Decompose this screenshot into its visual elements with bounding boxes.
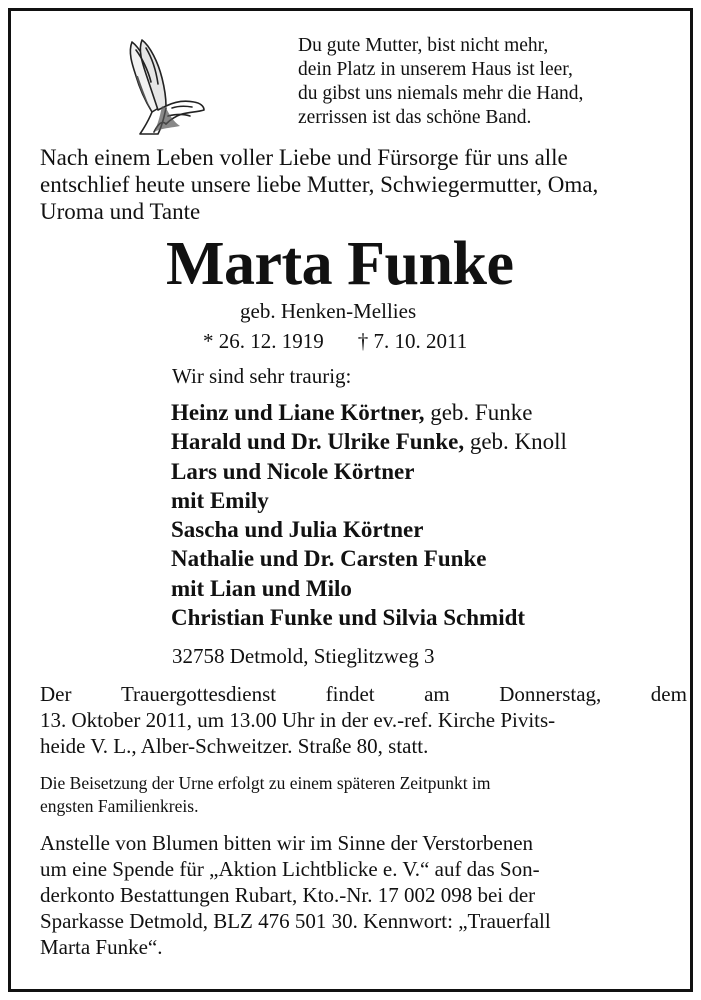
intro-line: Uroma und Tante [40,199,201,224]
intro-line: entschlief heute unsere liebe Mutter, Schwiegermutter, Oma, [40,172,599,197]
mourner-names: Heinz und Liane Körtner, [171,400,425,425]
birth-date: * 26. 12. 1919 [203,329,324,353]
mourner-line [171,574,567,603]
intro-text [40,144,680,225]
poem-line: Du gute Mutter, bist nicht mehr, [298,35,549,56]
donation-line: derkonto Bestattungen Rubart, Kto.-Nr. 17 002 098 bei der [40,883,536,907]
intro-line: Nach einem Leben voller Liebe und Fürsorge für uns alle [40,145,568,170]
service-word: Der [40,682,72,706]
mourner-suffix: geb. Knoll [464,429,567,455]
funeral-service-text [40,681,687,759]
mourner-line [171,544,567,573]
donation-line: um eine Spende für „Aktion Lichtblicke e. V.“ auf das Son- [40,857,540,881]
mourner-line [171,603,567,632]
donation-line: Sparkasse Detmold, BLZ 476 501 30. Kennwort: „Trauerfall [40,909,551,933]
poem-line: du gibst uns niemals mehr die Hand, [298,83,584,104]
service-word: dem [650,682,687,706]
service-line: heide V. L., Alber-Schweitzer. Straße 80, statt. [40,734,429,758]
mourner-names: Harald und Dr. Ulrike Funke, [171,429,465,455]
mourner-names: Sascha und Julia Körtner [171,517,424,543]
mourner-line [171,515,567,544]
mourner-names: Christian Funke und Silvia Schmidt [171,605,526,631]
mourning-intro: Wir sind sehr traurig: [172,364,352,388]
service-word: Donnerstag, [499,682,602,706]
mourner-suffix: geb. Funke [424,400,533,425]
family-address: 32758 Detmold, Stieglitzweg 3 [172,644,435,668]
service-line [40,681,687,707]
mourner-line [171,398,567,427]
praying-hands-icon [118,36,208,136]
mourner-names: mit Emily [171,487,269,513]
poem [298,34,583,130]
mourners-list [171,398,567,632]
mourner-line [171,486,567,515]
mourner-names: Lars und Nicole Körtner [171,458,415,484]
service-word: findet [325,682,375,706]
mourner-line [171,427,567,456]
mourner-names: Nathalie und Dr. Carsten Funke [171,546,487,572]
mourner-names: mit Lian und Milo [171,575,352,601]
service-word: Trauergottesdienst [120,682,277,706]
mourner-line [171,457,567,486]
donation-text [40,830,687,960]
poem-line: zerrissen ist das schöne Band. [298,107,532,128]
life-dates [203,328,467,354]
donation-line: Marta Funke“. [40,935,163,959]
service-line: 13. Oktober 2011, um 13.00 Uhr in der ev.-ref. Kirche Pivits- [40,708,556,732]
burial-text [40,772,490,818]
donation-line: Anstelle von Blumen bitten wir im Sinne der Verstorbenen [40,831,534,855]
service-word: am [424,682,450,706]
poem-line: dein Platz in unserem Haus ist leer, [298,59,573,80]
maiden-name: geb. Henken-Mellies [240,299,417,323]
burial-line: engsten Familienkreis. [40,796,199,816]
death-date: † 7. 10. 2011 [357,329,468,353]
burial-line: Die Beisetzung der Urne erfolgt zu einem späteren Zeitpunkt im [40,773,491,793]
deceased-name: Marta Funke [166,230,514,298]
